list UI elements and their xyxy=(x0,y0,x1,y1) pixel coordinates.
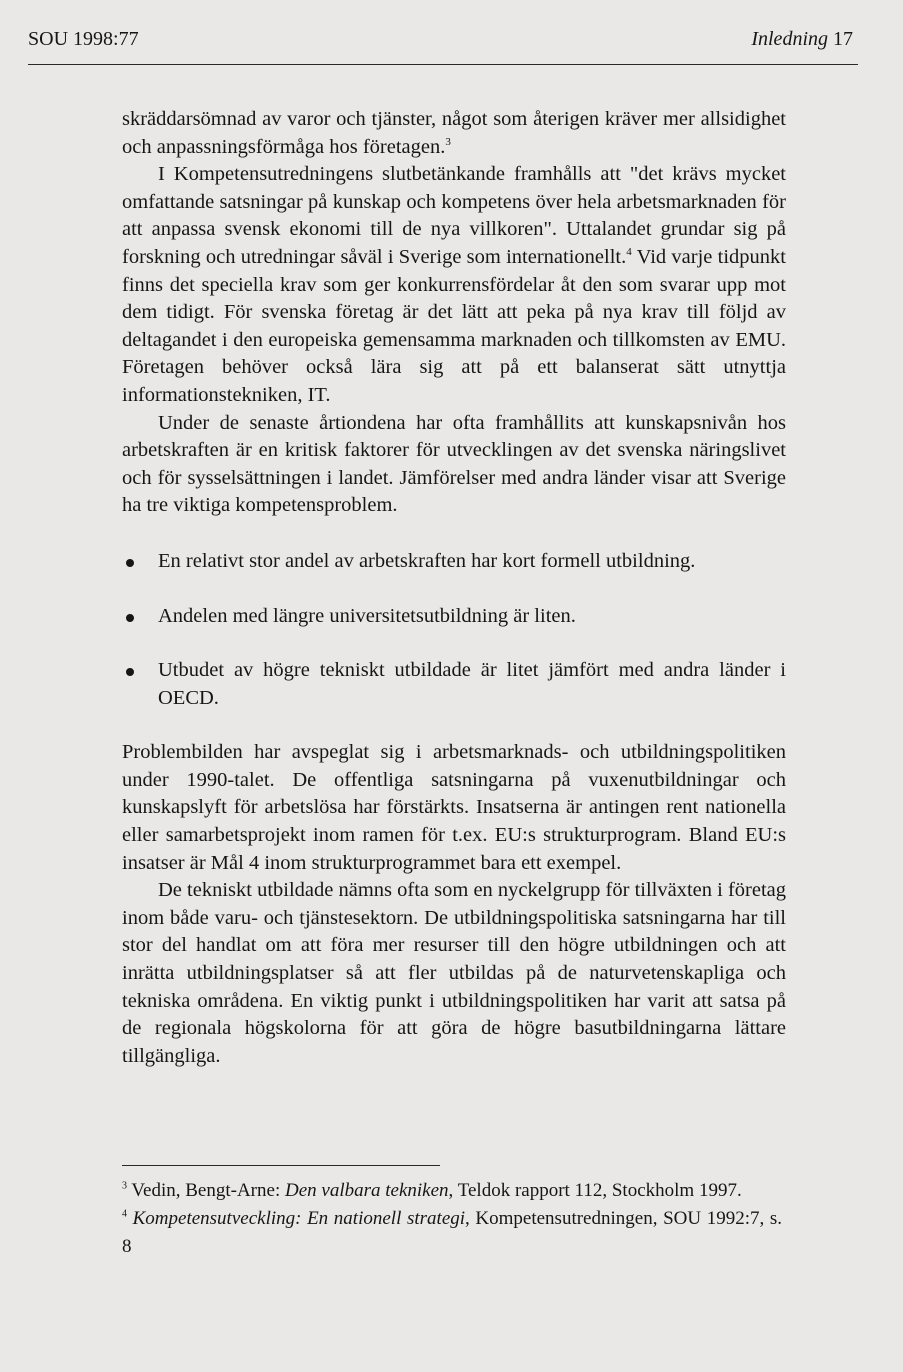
paragraph-3: Under de senaste årtiondena har ofta framhållits att kunskapsnivån hos arbetskraften är en kritisk faktorer för utvecklingen av det svenska näringslivet och för sysselsättningen i landet. Jämförelser med andra länder visar att Sverige ha tre viktiga kompetensproblem. xyxy=(122,411,786,517)
footnote-ref-4: 4 xyxy=(626,246,632,259)
section-title: Inledning xyxy=(751,28,828,50)
page-header xyxy=(28,28,853,51)
footnote-3: $^3$ Vedin, Bengt-Arne: Den valbara tekniken, Teldok rapport 112, Stockholm 1997. xyxy=(122,1180,742,1201)
running-head xyxy=(751,28,853,51)
bullet-item: Utbudet av högre tekniskt utbildade är litet jämfört med andra länder i OECD. xyxy=(122,657,786,712)
footnote-title: Kompetensutveckling: En nationell strategi xyxy=(132,1208,466,1229)
page-number: 17 xyxy=(833,28,853,50)
bullet-list xyxy=(122,548,786,712)
body-text xyxy=(122,106,786,1070)
bullet-item: En relativt stor andel av arbetskraften har kort formell utbildning. xyxy=(122,548,786,576)
footnote-4: $^4$ Kompetensutveckling: En nationell strategi, Kompetensutredningen, SOU 1992:7, s. 8 xyxy=(122,1208,782,1257)
bullet-item: Andelen med längre universitetsutbildning är liten. xyxy=(122,603,786,631)
paragraph-2: I Kompetensutredningens slutbetänkande framhålls att "det krävs mycket omfattande satsningar på kunskap och kompetens över hela arbetsmarknaden för att anpassa svensk ekonomi till de nya villkoren". Uttalandet grundar sig på forskning och utredningar såväl i Sverige som internationellt.$^4$ Vid varje tidpunkt finns det speciella krav som ger konkurrensfördelar åt den som svarar upp mot dem tidigt. För svenska företag är det lätt att peka på nya krav till följd av deltagandet i den europeiska gemensamma marknaden och tillkomsten av EMU. Företagen behöver också lära sig att på ett balanserat sätt utnyttja informationstekniken, IT. xyxy=(122,163,786,406)
footnote-rule xyxy=(122,1165,440,1166)
footnote-ref-3: 3 xyxy=(445,135,451,148)
footnotes xyxy=(122,1177,782,1261)
paragraph-4: Problembilden har avspeglat sig i arbetsmarknads- och utbildningspolitiken under 1990-talet. De offentliga satsningarna på vuxenutbildningar och kunskapslyft för arbetslösa har förstärkts. Insatserna är antingen rent nationella eller samarbetsprojekt inom ramen för t.ex. EU:s strukturprogram. Bland EU:s insatser är Mål 4 inom strukturprogrammet bara ett exempel. xyxy=(122,741,786,874)
header-rule xyxy=(28,64,858,65)
paragraph-5: De tekniskt utbildade nämns ofta som en nyckelgrupp för tillväxten i företag inom både varu- och tjänstesektorn. De utbildningspolitiska satsningarna har till stor del handlat om att föra mer resurser till den högre utbildningen och att inrätta utbildningsplatser så att fler utbildas på de naturvetenskapliga och tekniska områdena. En viktig punkt i utbildningspolitiken har varit att satsa på de regionala högskolorna för att göra de högre basutbildningarna lättare tillgängliga. xyxy=(122,879,786,1067)
footnote-title: Den valbara tekniken xyxy=(284,1180,449,1201)
paragraph-1: skräddarsömnad av varor och tjänster, något som återigen kräver mer allsidighet och anpassningsförmåga hos företagen.$^3$ xyxy=(122,108,786,158)
publication-id: SOU 1998:77 xyxy=(28,28,139,50)
